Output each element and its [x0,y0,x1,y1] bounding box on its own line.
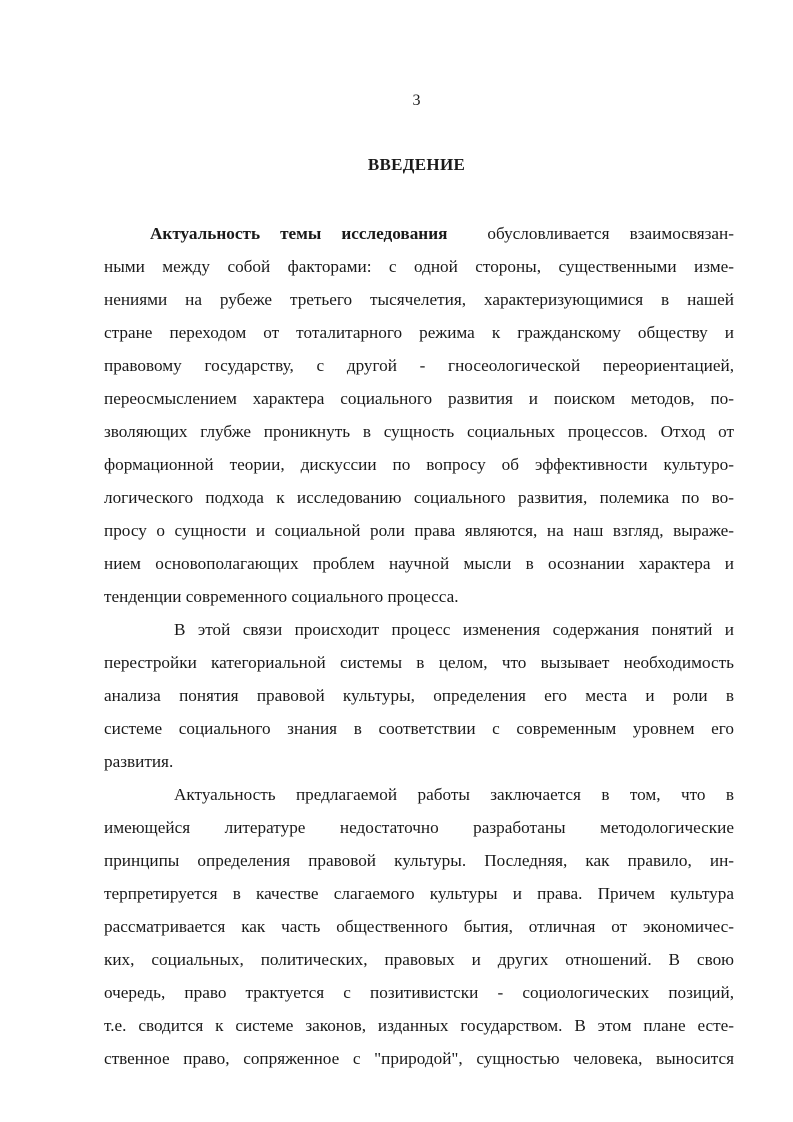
paragraph-line: формационной теории, дискуссии по вопросу об эффективности культуро- [104,455,734,474]
paragraph-line: ственное право, сопряженное с "природой", сущностью человека, выносится [104,1049,734,1068]
paragraph-line: зволяющих глубже проникнуть в сущность социальных процессов. Отход от [104,422,734,441]
paragraph-line [150,224,734,244]
paragraph-line: тенденции современного социального процесса. [104,587,459,606]
paragraph-line: анализа понятия правовой культуры, определения его места и роли в [104,686,734,705]
paragraph-line: Актуальность предлагаемой работы заключается в том, что в [174,785,734,804]
paragraph-line: системе социального знания в соответствии с современным уровнем его [104,719,734,738]
paragraph-line: нием основополагающих проблем научной мысли в осознании характера и [104,554,734,573]
paragraph-line: правовому государству, с другой - гносеологической переориентацией, [104,356,734,375]
paragraph-line: перестройки категориальной системы в целом, что вызывает необходимость [104,653,734,672]
paragraph-line: В этой связи происходит процесс изменения содержания понятий и [174,620,734,639]
paragraph-line: рассматривается как часть общественного бытия, отличная от экономичес- [104,917,734,936]
paragraph-line: переосмыслением характера социального развития и поиском методов, по- [104,389,734,408]
line-text: обусловливается взаимосвязан- [487,224,734,243]
paragraph-line: ких, социальных, политических, правовых и других отношений. В свою [104,950,734,969]
paragraph-line: принципы определения правовой культуры. Последняя, как правило, ин- [104,851,734,870]
paragraph-line: логического подхода к исследованию социального развития, полемика по во- [104,488,734,507]
paragraph-line: очередь, право трактуется с позитивистски - социологических позиций, [104,983,734,1002]
paragraph-line: имеющейся литературе недостаточно разработаны методологические [104,818,734,837]
heading-bold: Актуальность темы исследования [150,224,448,243]
paragraph-line: просу о сущности и социальной роли права являются, на наш взгляд, выраже- [104,521,734,540]
paragraph-line: нениями на рубеже третьего тысячелетия, характеризующимися в нашей [104,290,734,309]
paragraph-line: терпретируется в качестве слагаемого культуры и права. Причем культура [104,884,734,903]
paragraph-line: стране переходом от тоталитарного режима к гражданскому обществу и [104,323,734,342]
paragraph-line: ными между собой факторами: с одной стороны, существенными изме- [104,257,734,276]
page-title: ВВЕДЕНИЕ [367,155,466,174]
page-number: 3 [412,92,421,109]
paragraph-line: т.е. сводится к системе законов, изданных государством. В этом плане есте- [104,1016,734,1035]
paragraph-line: развития. [104,752,174,771]
